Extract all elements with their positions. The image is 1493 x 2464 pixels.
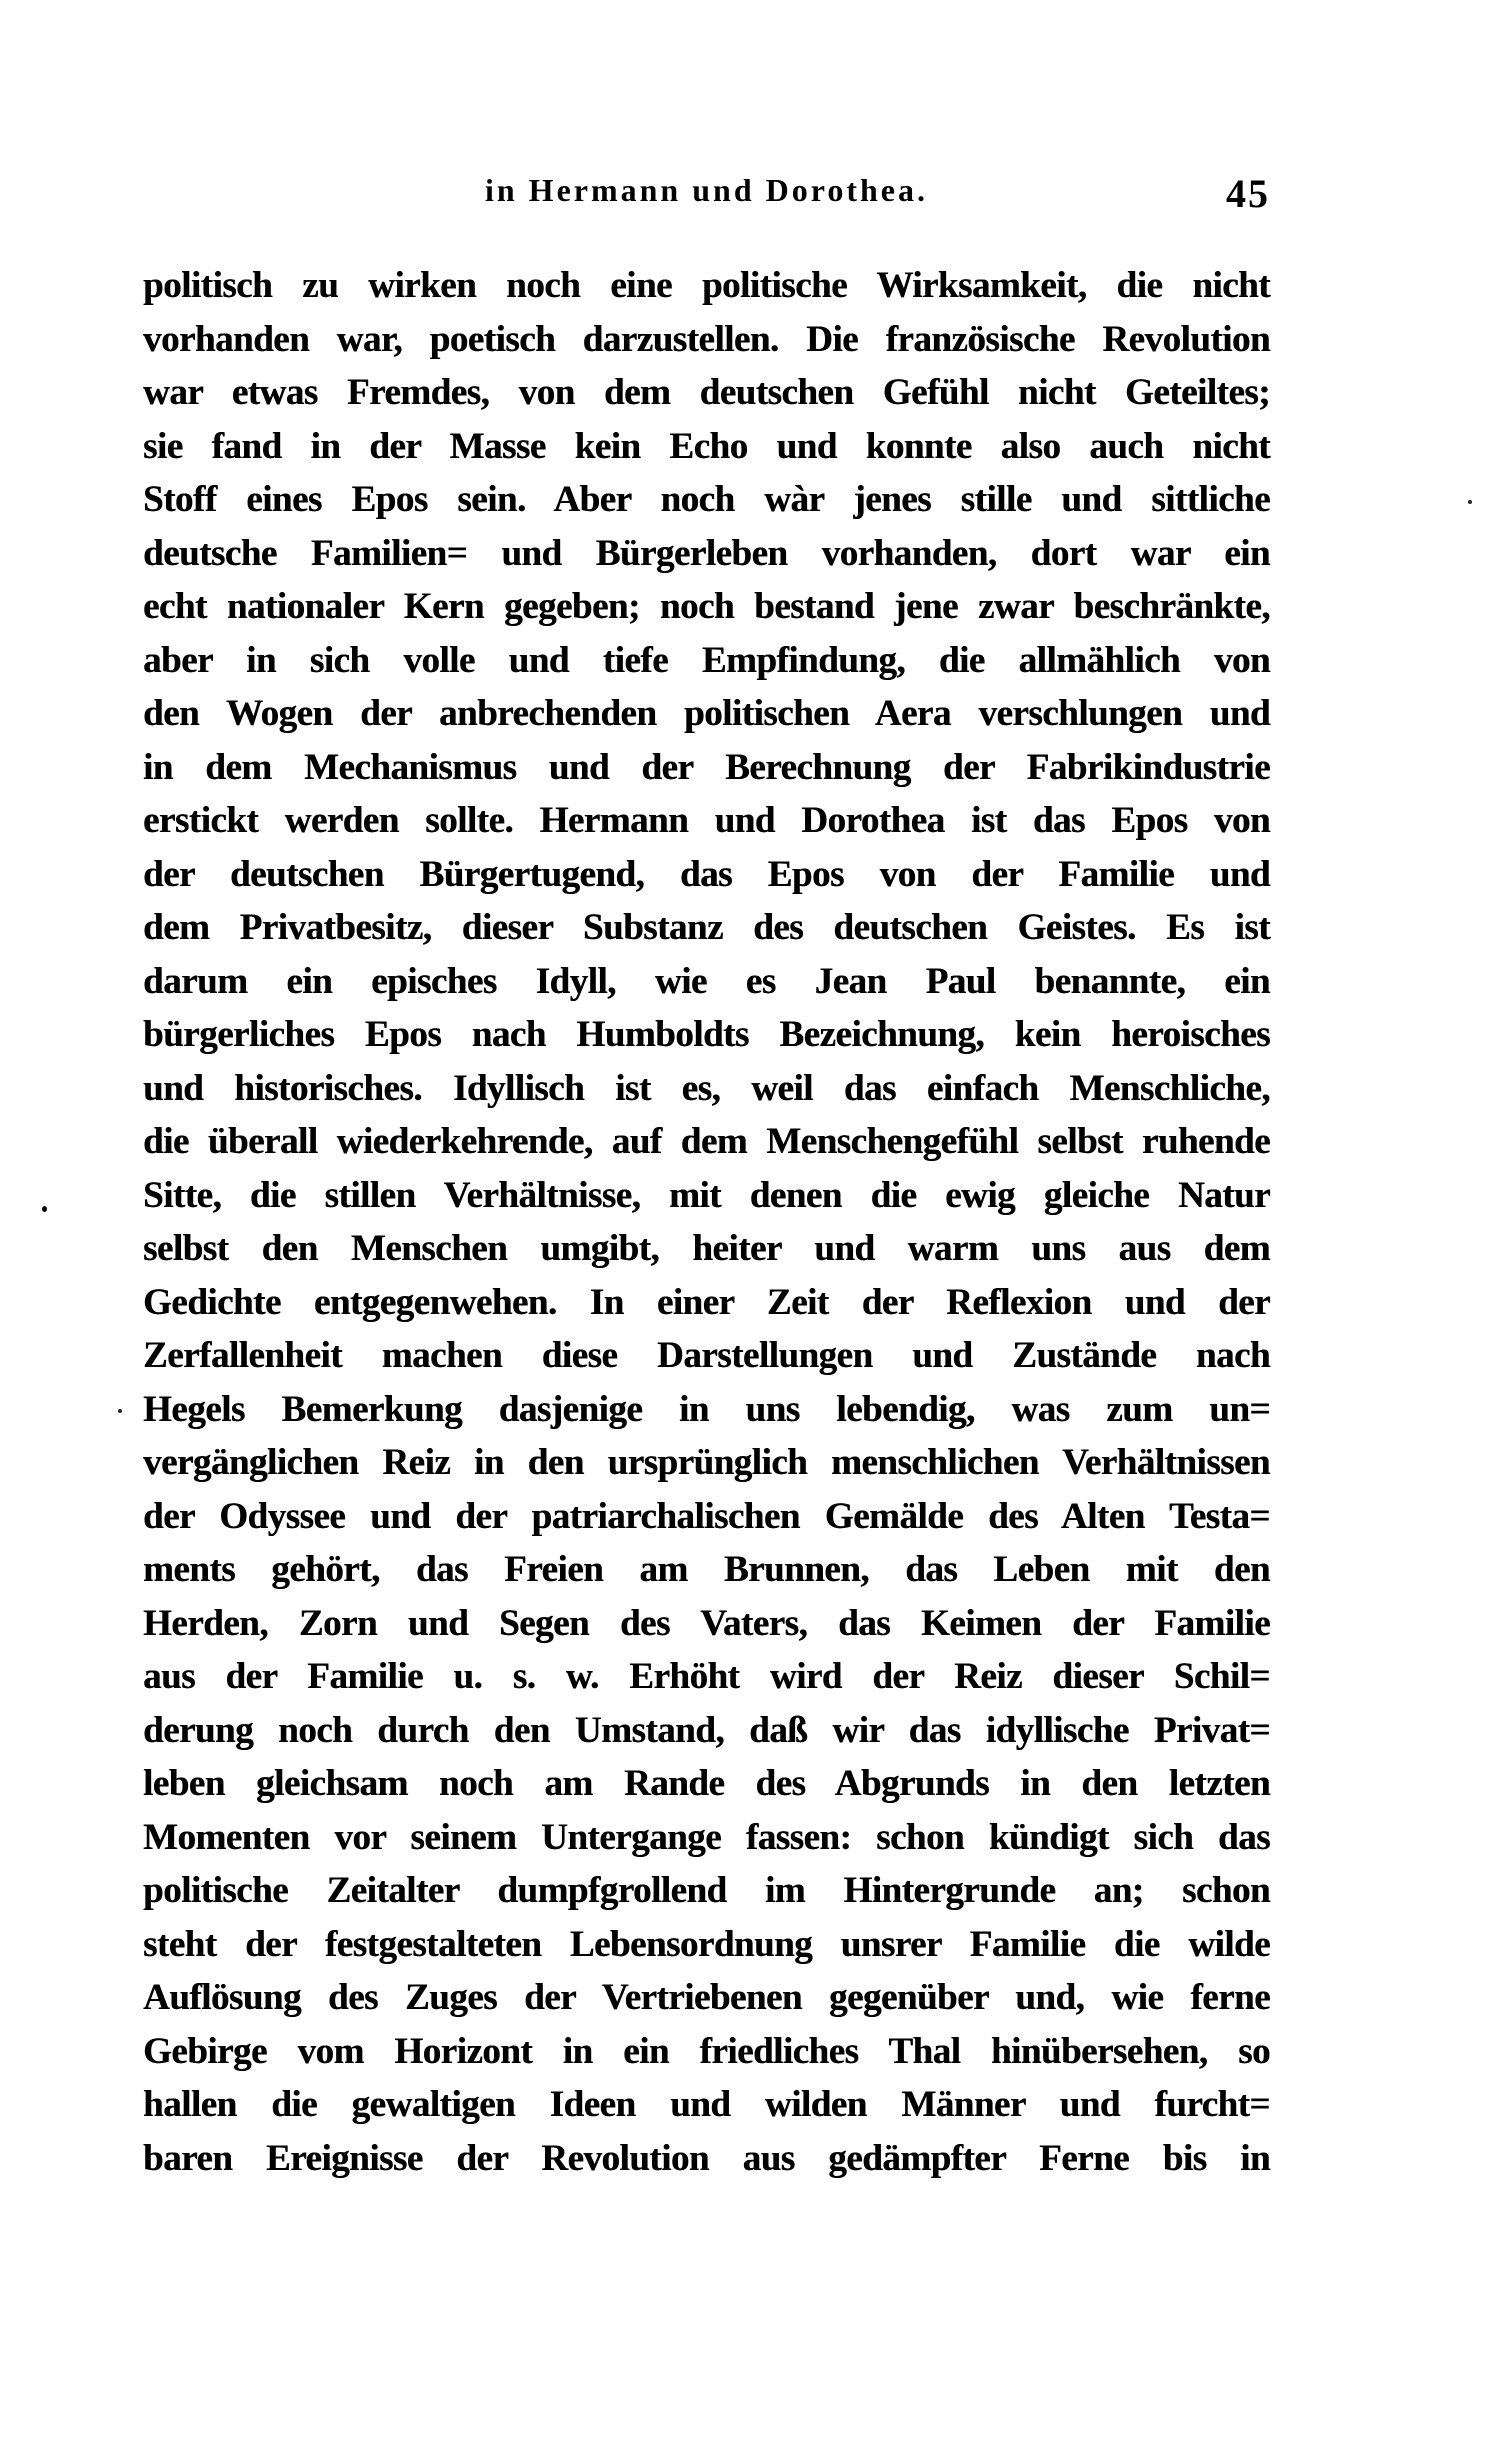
text-line-17: die überall wiederkehrende, auf dem Menschengefühl selbst ruhende [143, 1121, 1270, 1162]
text-line-21: Zerfallenheit machen diese Darstellungen und Zustände nach [143, 1335, 1270, 1376]
text-line-35: hallen die gewaltigen Ideen und wilden Männer und furcht= [143, 2084, 1270, 2125]
text-line-30: Momenten vor seinem Untergange fassen: schon kündigt sich das [143, 1816, 1270, 1858]
text-line-8: aber in sich volle und tiefe Empfindung, die allmählich von [143, 639, 1270, 681]
text-line-28: derung noch durch den Umstand, daß wir das idyllische Privat= [143, 1709, 1270, 1751]
text-line-13: dem Privatbesitz, dieser Substanz des deutschen Geistes. Es ist [143, 907, 1270, 948]
text-line-16: und historisches. Idyllisch ist es, weil das einfach Menschliche, [143, 1067, 1270, 1109]
text-line-27: aus der Familie u. s. w. Erhöht wird der Reiz dieser Schil= [143, 1656, 1270, 1697]
text-line-19: selbst den Menschen umgibt, heiter und warm uns aus dem [143, 1228, 1270, 1269]
text-line-36: baren Ereignisse der Revolution aus gedämpfter Ferne bis in [143, 2137, 1270, 2179]
text-line-15: bürgerliches Epos nach Humboldts Bezeichnung, kein heroisches [143, 1014, 1270, 1055]
text-line-2: vorhanden war, poetisch darzustellen. Die französische Revolution [143, 318, 1270, 360]
text-line-9: den Wogen der anbrechenden politischen Aera verschlungen und [143, 693, 1270, 734]
page-header [143, 170, 1270, 222]
text-line-33: Auflösung des Zuges der Vertriebenen gegenüber und, wie ferne [143, 1977, 1270, 2018]
text-line-31: politische Zeitalter dumpfgrollend im Hintergrunde an; schon [143, 1870, 1270, 1911]
text-line-12: der deutschen Bürgertugend, das Epos von der Familie und [143, 853, 1270, 895]
text-line-11: erstickt werden sollte. Hermann und Dorothea ist das Epos von [143, 800, 1270, 841]
text-line-7: echt nationaler Kern gegeben; noch bestand jene zwar beschränkte, [143, 586, 1270, 627]
ink-speck [1468, 500, 1472, 504]
text-line-3: war etwas Fremdes, von dem deutschen Gefühl nicht Geteiltes; [143, 372, 1270, 413]
text-line-24: der Odyssee und der patriarchalischen Gemälde des Alten Testa= [143, 1495, 1270, 1537]
text-line-32: steht der festgestalteten Lebensordnung unsrer Familie die wilde [143, 1923, 1270, 1965]
text-line-22: Hegels Bemerkung dasjenige in uns lebendig, was zum un= [143, 1388, 1270, 1430]
text-line-23: vergänglichen Reiz in den ursprünglich menschlichen Verhältnissen [143, 1442, 1270, 1483]
text-line-1: politisch zu wirken noch eine politische Wirksamkeit, die nicht [143, 265, 1270, 306]
text-line-5: Stoff eines Epos sein. Aber noch wàr jenes stille und sittliche [143, 479, 1270, 520]
text-line-6: deutsche Familien= und Bürgerleben vorhanden, dort war ein [143, 532, 1270, 574]
text-line-14: darum ein episches Idyll, wie es Jean Paul benannte, ein [143, 960, 1270, 1002]
text-line-20: Gedichte entgegenwehen. In einer Zeit der Reflexion und der [143, 1281, 1270, 1323]
text-line-25: ments gehört, das Freien am Brunnen, das Leben mit den [143, 1549, 1270, 1590]
page-number: 45 [1226, 171, 1270, 216]
text-line-26: Herden, Zorn und Segen des Vaters, das Keimen der Familie [143, 1602, 1270, 1644]
body-text [143, 259, 1270, 2185]
ink-speck [118, 1409, 122, 1413]
text-line-4: sie fand in der Masse kein Echo und konnte also auch nicht [143, 425, 1270, 467]
ink-speck [42, 1206, 47, 1212]
running-head: in Hermann und Dorothea. [484, 172, 928, 208]
text-line-18: Sitte, die stillen Verhältnisse, mit denen die ewig gleiche Natur [143, 1174, 1270, 1216]
text-line-10: in dem Mechanismus und der Berechnung der Fabrikindustrie [143, 746, 1270, 788]
text-line-34: Gebirge vom Horizont in ein friedliches Thal hinübersehen, so [143, 2030, 1270, 2072]
text-line-29: leben gleichsam noch am Rande des Abgrunds in den letzten [143, 1763, 1270, 1804]
